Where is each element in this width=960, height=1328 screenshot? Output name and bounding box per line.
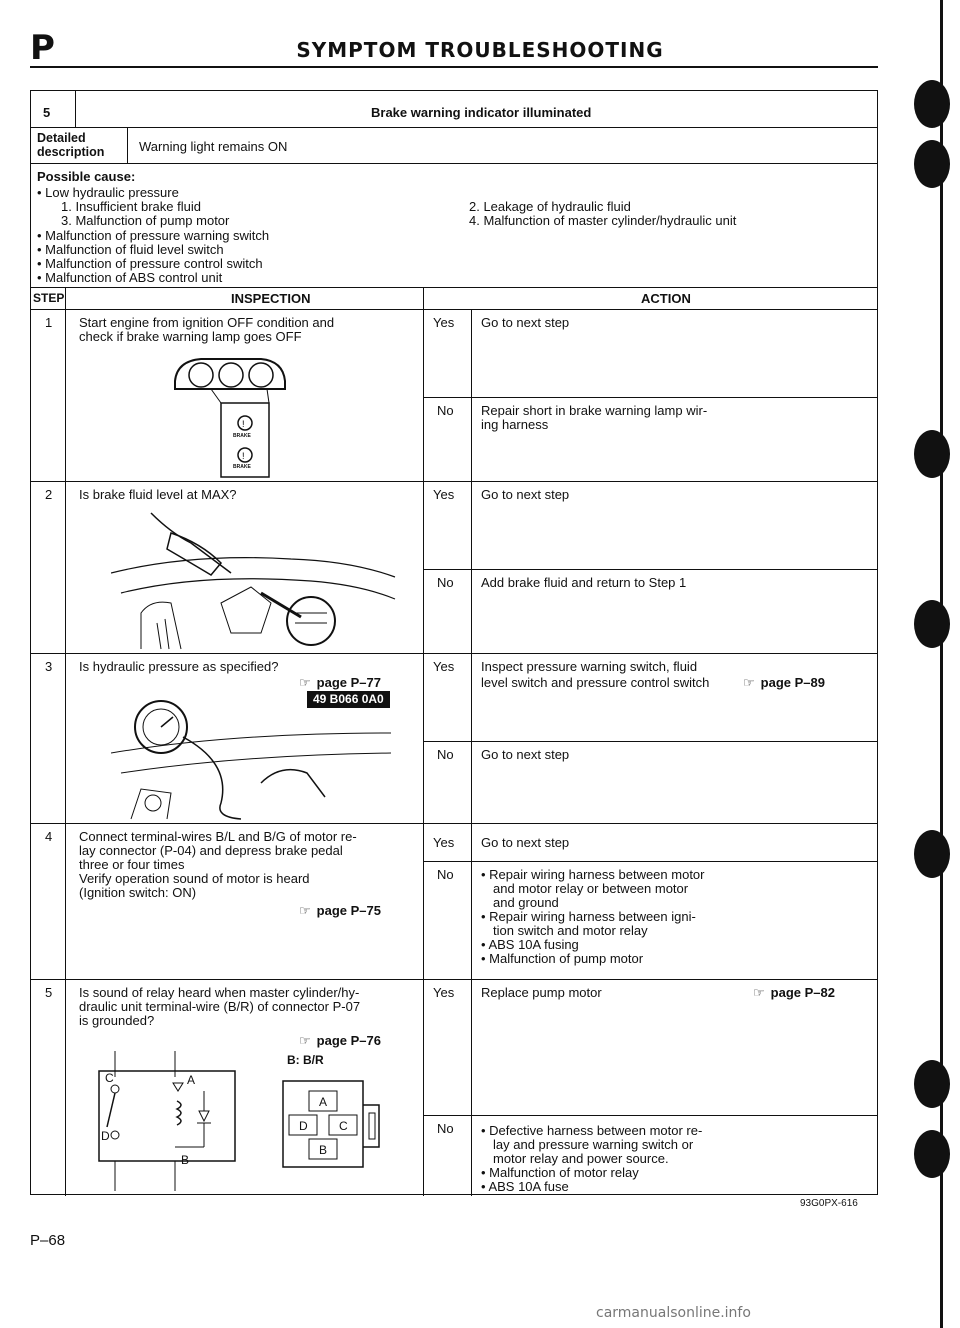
page-reference-text: page P–82: [770, 985, 835, 1000]
action-text: • Repair wiring harness between igni-: [481, 909, 696, 924]
possible-cause-heading: Possible cause:: [37, 169, 136, 184]
action-text: Inspect pressure warning switch, fluid: [481, 659, 698, 674]
svg-text:!: !: [242, 451, 245, 461]
relay-terminal-label: B: [181, 1153, 190, 1167]
lamp-label: BRAKE: [233, 464, 251, 470]
divider: [75, 91, 76, 127]
yes-label: Yes: [433, 315, 455, 330]
column-header-inspection: INSPECTION: [231, 291, 311, 306]
divider: [31, 127, 877, 128]
page-number: P–68: [30, 1232, 66, 1249]
cause-line: 1. Insufficient brake fluid: [61, 199, 201, 214]
cause-line: • Malfunction of pressure warning switch: [37, 228, 270, 243]
special-tool-label: 49 B066 0A0: [307, 691, 390, 708]
no-label: No: [437, 747, 454, 762]
inspection-text: draulic unit terminal-wire (B/R) of connector P-07: [79, 999, 361, 1014]
cause-line: • Malfunction of pressure control switch: [37, 256, 263, 271]
yes-label: Yes: [433, 835, 455, 850]
inspection-text: Is hydraulic pressure as specified?: [79, 659, 279, 674]
action-text: and motor relay or between motor: [493, 881, 689, 896]
symptom-title: Brake warning indicator illuminated: [371, 105, 592, 120]
lamp-label: BRAKE: [233, 433, 251, 439]
action-text: motor relay and power source.: [493, 1151, 669, 1166]
brake-warning-lamp-illustration: [171, 351, 291, 479]
action-text: Go to next step: [481, 487, 570, 502]
detailed-description-label: [37, 131, 117, 159]
binder-edge: [900, 0, 960, 1328]
binder-hole: [914, 600, 950, 648]
binder-hole: [914, 830, 950, 878]
section-letter: P: [30, 28, 55, 68]
inspection-text: Start engine from ignition OFF condition and: [79, 315, 335, 330]
action-text: • Malfunction of pump motor: [481, 951, 644, 966]
pressure-gauge-illustration: [111, 693, 401, 821]
inspection-text: three or four times: [79, 857, 185, 872]
relay-terminal-label: C: [105, 1071, 114, 1085]
inspection-text: lay connector (P-04) and depress brake pedal: [79, 843, 343, 858]
detailed-description-label-text: Detailed description: [37, 131, 105, 159]
no-label: No: [437, 867, 454, 882]
inspection-text: Verify operation sound of motor is heard: [79, 871, 310, 886]
page-reference: [299, 675, 381, 691]
cause-line: 2. Leakage of hydraulic fluid: [469, 199, 631, 214]
action-text: • Defective harness between motor re-: [481, 1123, 703, 1138]
binder-hole: [914, 1130, 950, 1178]
inspection-text: is grounded?: [79, 1013, 155, 1028]
row-separator: [31, 481, 877, 482]
action-text: Go to next step: [481, 835, 570, 850]
action-text: • Repair wiring harness between motor: [481, 867, 705, 882]
inspection-text: Connect terminal-wires B/L and B/G of motor re-: [79, 829, 357, 844]
row-separator: [31, 653, 877, 654]
connector-terminal-label: B: [319, 1143, 328, 1157]
symptom-number: 5: [43, 105, 51, 120]
binder-hole: [914, 140, 950, 188]
wire-label: B: B/R: [287, 1053, 324, 1067]
action-text: and ground: [493, 895, 559, 910]
page-reference: [743, 675, 825, 691]
page-reference-text: page P–76: [316, 1033, 381, 1048]
binder-hole: [914, 430, 950, 478]
cause-line: • Low hydraulic pressure: [37, 185, 179, 200]
no-label: No: [437, 1121, 454, 1136]
divider: [31, 309, 877, 310]
connector-terminal-label: A: [319, 1095, 328, 1109]
step-number: 3: [45, 659, 53, 674]
cause-line: • Malfunction of ABS control unit: [37, 270, 223, 285]
action-text: Go to next step: [481, 315, 570, 330]
yesno-column-line: [471, 309, 472, 1196]
pointing-hand-icon: ☞: [743, 675, 755, 690]
step-number: 1: [45, 315, 53, 330]
brake-fluid-reservoir-illustration: [111, 503, 401, 651]
column-header-action: ACTION: [641, 291, 691, 306]
yes-label: Yes: [433, 659, 455, 674]
connector-p07-face: [279, 1075, 389, 1171]
cause-line: 4. Malfunction of master cylinder/hydraulic unit: [469, 213, 737, 228]
action-text: Replace pump motor: [481, 985, 602, 1000]
connector-terminal-label: C: [339, 1119, 348, 1133]
figure-code: 93G0PX-616: [800, 1198, 858, 1209]
pointing-hand-icon: ☞: [299, 675, 311, 690]
inspection-text: (Ignition switch: ON): [79, 885, 197, 900]
page-reference-text: page P–75: [316, 903, 381, 918]
divider: [31, 287, 877, 288]
relay-terminal-label: A: [187, 1073, 196, 1087]
yes-no-separator: [423, 861, 877, 862]
svg-text:!: !: [242, 419, 245, 429]
action-text: Repair short in brake warning lamp wir-: [481, 403, 708, 418]
row-separator: [31, 979, 877, 980]
step-column-line: [65, 287, 66, 1196]
action-text: Go to next step: [481, 747, 570, 762]
cause-line: 3. Malfunction of pump motor: [61, 213, 230, 228]
action-text: • Malfunction of motor relay: [481, 1165, 639, 1180]
action-text: lay and pressure warning switch or: [493, 1137, 694, 1152]
inspection-text: Is brake fluid level at MAX?: [79, 487, 237, 502]
divider: [31, 163, 877, 164]
page-reference: [753, 985, 835, 1001]
troubleshooting-table: [30, 90, 878, 1195]
connector-terminal-label: D: [299, 1119, 308, 1133]
yes-no-separator: [423, 569, 877, 570]
action-text: • ABS 10A fusing: [481, 937, 579, 952]
yes-label: Yes: [433, 985, 455, 1000]
detailed-description-text: Warning light remains ON: [139, 139, 288, 154]
inspection-text: Is sound of relay heard when master cylinder/hy-: [79, 985, 360, 1000]
pointing-hand-icon: ☞: [753, 985, 765, 1000]
pointing-hand-icon: ☞: [299, 903, 311, 918]
yes-no-separator: [423, 741, 877, 742]
step-number: 4: [45, 829, 53, 844]
step-number: 2: [45, 487, 53, 502]
watermark: carmanualsonline.info: [596, 1305, 751, 1321]
column-header-step: STEP: [33, 291, 65, 305]
divider: [127, 127, 128, 163]
yes-no-separator: [423, 397, 877, 398]
binder-hole: [914, 80, 950, 128]
action-text: tion switch and motor relay: [493, 923, 648, 938]
action-text: Add brake fluid and return to Step 1: [481, 575, 687, 590]
row-separator: [31, 823, 877, 824]
page-reference-text: page P–89: [760, 675, 825, 690]
no-label: No: [437, 575, 454, 590]
page-reference: [299, 1033, 381, 1049]
pointing-hand-icon: ☞: [299, 1033, 311, 1048]
action-text: level switch and pressure control switch: [481, 675, 710, 690]
yes-label: Yes: [433, 487, 455, 502]
step-number: 5: [45, 985, 53, 1000]
cause-line: • Malfunction of fluid level switch: [37, 242, 224, 257]
page-reference-text: page P–77: [316, 675, 381, 690]
binder-hole: [914, 1060, 950, 1108]
relay-terminal-label: D: [101, 1129, 110, 1143]
page-title: SYMPTOM TROUBLESHOOTING: [296, 38, 664, 62]
binder-line: [940, 0, 943, 1328]
inspection-text: check if brake warning lamp goes OFF: [79, 329, 302, 344]
action-text: ing harness: [481, 417, 549, 432]
action-text: • ABS 10A fuse: [481, 1179, 569, 1194]
no-label: No: [437, 403, 454, 418]
header-rule: [30, 66, 878, 68]
yes-no-separator: [423, 1115, 877, 1116]
page-reference: [299, 903, 381, 919]
